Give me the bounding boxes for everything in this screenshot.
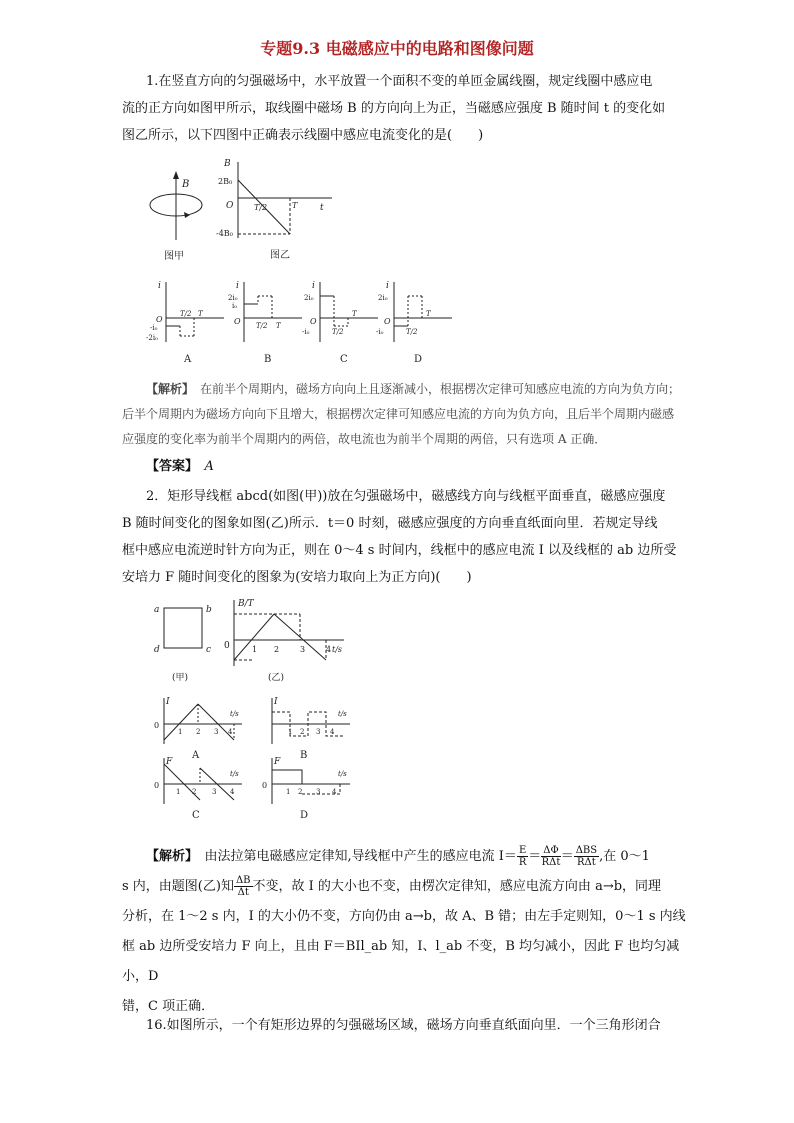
q1-B-T: T bbox=[276, 322, 281, 330]
q1-answer-label: 【答案】 bbox=[146, 459, 192, 474]
q1-yi-half-label: T/2 bbox=[254, 203, 268, 212]
q2-yi-2: 2 bbox=[274, 645, 280, 654]
q1-A-O: O bbox=[156, 315, 163, 324]
q2-analysis-line-2-pre: s 内，由题图(乙)知 bbox=[122, 879, 234, 894]
q2-analysis-label: 【解析】 bbox=[146, 849, 192, 864]
q2-option-D-label: D bbox=[300, 810, 309, 821]
q2-analysis-line-2-post: 不变，故 I 的大小也不变，由楞次定律知，感应电流方向由 a→b，同理 bbox=[252, 879, 662, 894]
q2-C-zero: 0 bbox=[154, 781, 160, 790]
q1-option-A-graph bbox=[148, 278, 228, 368]
q2-A-2: 2 bbox=[196, 728, 201, 736]
q2-D-2: 2 bbox=[298, 788, 303, 796]
q2-B-2: 2 bbox=[300, 728, 305, 736]
q1-jia-B-label: B bbox=[182, 179, 190, 190]
q2-yi-BT: B/T bbox=[238, 599, 254, 609]
q1-C-i-label: i bbox=[312, 281, 315, 291]
q2-yi-zero: 0 bbox=[224, 641, 230, 651]
q2-D-F: F bbox=[274, 757, 281, 767]
q2-A-3: 3 bbox=[214, 728, 219, 736]
q1-A-i-label: i bbox=[158, 281, 161, 291]
q2-option-C-graph bbox=[150, 754, 250, 824]
q2-A-I: I bbox=[166, 697, 170, 707]
q2-analysis-line-3: 分析，在 1～2 s 内，I 的大小仍不变，方向仍由 a→b，故 A、B 错；由左手定则知，0～1 s 内线 bbox=[122, 909, 686, 924]
q1-D-half: T/2 bbox=[406, 328, 418, 336]
q1-figure-jia bbox=[140, 165, 220, 265]
q2-frac-db: ΔB bbox=[235, 875, 251, 886]
q2-C-2: 2 bbox=[192, 788, 197, 796]
page-title: 专题9.3 电磁感应中的电路和图像问题 bbox=[260, 39, 534, 58]
q2-option-A-label: A bbox=[192, 750, 200, 761]
q1-yi-neg4B0: -4B₀ bbox=[216, 229, 233, 238]
q1-option-C-graph bbox=[302, 278, 382, 368]
q2-line-4: 安培力 F 随时间变化的图象为(安培力取向上为正方向)( ) bbox=[122, 570, 472, 585]
q2-line-2: B 随时间变化的图象如图(乙)所示．t＝0 时刻，磁感应强度的方向垂直纸面向里．若规定导线 bbox=[122, 516, 658, 531]
q1-analysis-line-1: 在前半个周期内，磁场方向向上且逐渐减小，根据楞次定律可知感应电流的方向为负方向； bbox=[200, 382, 681, 396]
q2-frac-R: R bbox=[518, 857, 527, 868]
q2-jia-caption: (甲) bbox=[172, 673, 189, 683]
q1-stem bbox=[122, 68, 702, 149]
q1-C-2i0: 2i₀ bbox=[304, 294, 314, 302]
q1-analysis-line-2: 后半个周期内为磁场方向向下且增大，根据楞次定律可知感应电流的方向为负方向，且后半个周期内磁感 bbox=[122, 407, 675, 421]
q2-C-4: 4 bbox=[230, 788, 235, 796]
q2-frac-dphi bbox=[541, 845, 560, 868]
q2-C-ts: t/s bbox=[230, 770, 239, 778]
q1-A-T: T bbox=[198, 310, 203, 318]
q1-yi-caption: 图乙 bbox=[270, 250, 290, 261]
q1-analysis bbox=[122, 377, 702, 452]
q1-option-B-graph bbox=[226, 278, 306, 368]
q1-D-neg-i0: -i₀ bbox=[376, 328, 384, 336]
q1-figure-yi bbox=[214, 158, 344, 263]
q2-D-ts: t/s bbox=[338, 770, 347, 778]
q2-frac-db-dt bbox=[234, 875, 253, 898]
q1-A-half: T/2 bbox=[180, 310, 192, 318]
q1-A-neg-i0: -i₀ bbox=[150, 324, 158, 332]
q1-D-T: T bbox=[426, 310, 431, 318]
q1-C-O: O bbox=[310, 317, 317, 326]
q2-jia-d: d bbox=[154, 645, 160, 655]
q2-stem bbox=[122, 483, 702, 591]
q1-D-2i0: 2i₀ bbox=[378, 294, 388, 302]
q1-answer bbox=[122, 453, 702, 480]
q1-B-O: O bbox=[234, 317, 241, 326]
q2-analysis-line-1-post: ,在 0～1 bbox=[599, 849, 650, 864]
q2-jia-a: a bbox=[154, 605, 160, 615]
q2-B-4: 4 bbox=[330, 728, 335, 736]
q2-C-3: 3 bbox=[212, 788, 217, 796]
q2-line-1: 2．矩形导线框 abcd(如图(甲))放在匀强磁场中，磁感线方向与线框平面垂直，磁感应强度 bbox=[146, 489, 666, 504]
q1-option-C-label: C bbox=[340, 354, 348, 365]
q1-C-T: T bbox=[352, 310, 357, 318]
q1-C-neg-i0: -i₀ bbox=[302, 328, 310, 336]
q2-frac-E-R bbox=[517, 845, 528, 868]
q2-frac-dt: Δt bbox=[237, 887, 249, 898]
q2-A-zero: 0 bbox=[154, 721, 160, 730]
q2-analysis-line-4: 框 ab 边所受安培力 F 向上，且由 F＝BIl_ab 知，I、l_ab 不变，B 均匀减小，因此 F 也均匀减小，D bbox=[122, 939, 680, 984]
q2-option-B-label: B bbox=[300, 750, 308, 761]
q2-option-C-label: C bbox=[192, 810, 200, 821]
q1-option-D-label: D bbox=[414, 354, 423, 365]
q2-line-3: 框中感应电流逆时针方向为正，则在 0～4 s 时间内，线框中的感应电流 I 以及线框的 ab 边所受 bbox=[122, 543, 677, 558]
q1-yi-B-label: B bbox=[224, 159, 231, 169]
q16-stem: 16.如图所示，一个有矩形边界的匀强磁场区域，磁场方向垂直纸面向里．一个三角形闭合 bbox=[146, 1018, 661, 1033]
q2-yi-ts: t/s bbox=[332, 645, 343, 654]
q2-option-D-graph bbox=[258, 754, 358, 824]
q1-yi-2B0: 2B₀ bbox=[218, 177, 233, 186]
q2-frac-dphi-den: RΔt bbox=[541, 857, 561, 868]
q2-B-ts: t/s bbox=[338, 710, 347, 718]
q1-line-2: 流的正方向如图甲所示，取线圈中磁场 B 的方向向上为正，当磁感应强度 B 随时间 t 的变化如 bbox=[122, 101, 666, 116]
q1-yi-T-label: T bbox=[292, 201, 298, 210]
q1-analysis-label: 【解析】 bbox=[146, 382, 189, 396]
q2-jia-b: b bbox=[206, 605, 212, 615]
q2-yi-3: 3 bbox=[300, 645, 306, 654]
q1-analysis-line-3: 应强度的变化率为前半个周期内的两倍，故电流也为前半个周期的两倍，只有选项 A 正确． bbox=[122, 432, 607, 446]
q1-C-half: T/2 bbox=[332, 328, 344, 336]
q2-jia-c: c bbox=[206, 645, 212, 655]
q2-yi-4: 4 bbox=[326, 645, 332, 654]
q1-D-O: O bbox=[384, 317, 391, 326]
q1-D-i-label: i bbox=[386, 281, 389, 291]
q1-option-A-label: A bbox=[184, 354, 192, 365]
q2-frac-E: E bbox=[518, 845, 527, 856]
q2-yi-caption: (乙) bbox=[268, 673, 285, 683]
q1-A-neg-2i0: -2i₀ bbox=[146, 334, 158, 342]
q2-frac-dbs-num: ΔBS bbox=[575, 845, 598, 856]
q2-C-1: 1 bbox=[176, 788, 181, 796]
q1-B-half: T/2 bbox=[256, 322, 268, 330]
q2-A-ts: t/s bbox=[230, 710, 239, 718]
q2-C-F: F bbox=[166, 757, 173, 767]
q1-B-i-label: i bbox=[236, 281, 239, 291]
q2-frac-dbs bbox=[574, 845, 599, 868]
q1-answer-value: A bbox=[204, 459, 214, 474]
q1-B-2i0: 2i₀ bbox=[228, 294, 238, 302]
q2-figure-yi bbox=[222, 596, 352, 686]
q1-option-D-graph bbox=[376, 278, 456, 368]
q2-yi-1: 1 bbox=[252, 645, 258, 654]
q2-B-I: I bbox=[274, 697, 278, 707]
q2-D-zero: 0 bbox=[262, 781, 268, 790]
q2-analysis-line-1-pre: 由法拉第电磁感应定律知,导线框中产生的感应电流 I＝ bbox=[204, 849, 517, 864]
q1-line-3: 图乙所示，以下四图中正确表示线圈中感应电流变化的是( ) bbox=[122, 128, 484, 143]
q2-analysis-line-5: 错，C 项正确． bbox=[122, 999, 215, 1014]
q2-D-4: 4 bbox=[332, 788, 337, 796]
q2-figure-jia bbox=[150, 600, 220, 690]
q2-frac-dphi-num: ΔΦ bbox=[543, 845, 559, 856]
q2-A-1: 1 bbox=[178, 728, 183, 736]
q2-A-4: 4 bbox=[228, 728, 233, 736]
q2-B-3: 3 bbox=[316, 728, 321, 736]
q1-yi-origin: O bbox=[226, 201, 234, 211]
q1-line-1: 1.在竖直方向的匀强磁场中，水平放置一个面积不变的单匝金属线圈，规定线圈中感应电 bbox=[146, 74, 653, 89]
q2-D-3: 3 bbox=[316, 788, 321, 796]
q2-B-1: 1 bbox=[288, 728, 293, 736]
q1-B-i0: i₀ bbox=[232, 302, 238, 310]
q2-analysis: 【解析】 由法拉第电磁感应定律知,导线框中产生的感应电流 I＝ $\frac{E}{R}$ ＝ $\frac{\Delta\Phi}{\text{RΔt}}$ ＝ $\frac{\text{ΔBS}}{\text{RΔt}}$ ,在 0～1 s 内，由题图(乙)知 $\frac{\Delta B}{\Delta t}$ 不变，故 I 的大小也不变，由楞次定律知，感应电流方向由 a→b，同理 分析，在 1～2 s 内，I 的大小仍不变，方向仍由 a→b，故 A、B 错；由左手定则知，0～1 s 内线 框 ab 边所受安培力 F 向上，且由 F＝BIl_ab 知，I、l_ab 不变，B 均匀减小，因此 F 也均匀减小，D 错，C 项正确． bbox=[122, 842, 702, 1022]
q1-yi-t-label: t bbox=[320, 203, 324, 213]
q1-jia-caption: 图甲 bbox=[164, 251, 184, 262]
q2-frac-dbs-den: RΔt bbox=[577, 857, 596, 868]
q1-option-B-label: B bbox=[264, 354, 272, 365]
q2-D-1: 1 bbox=[286, 788, 291, 796]
